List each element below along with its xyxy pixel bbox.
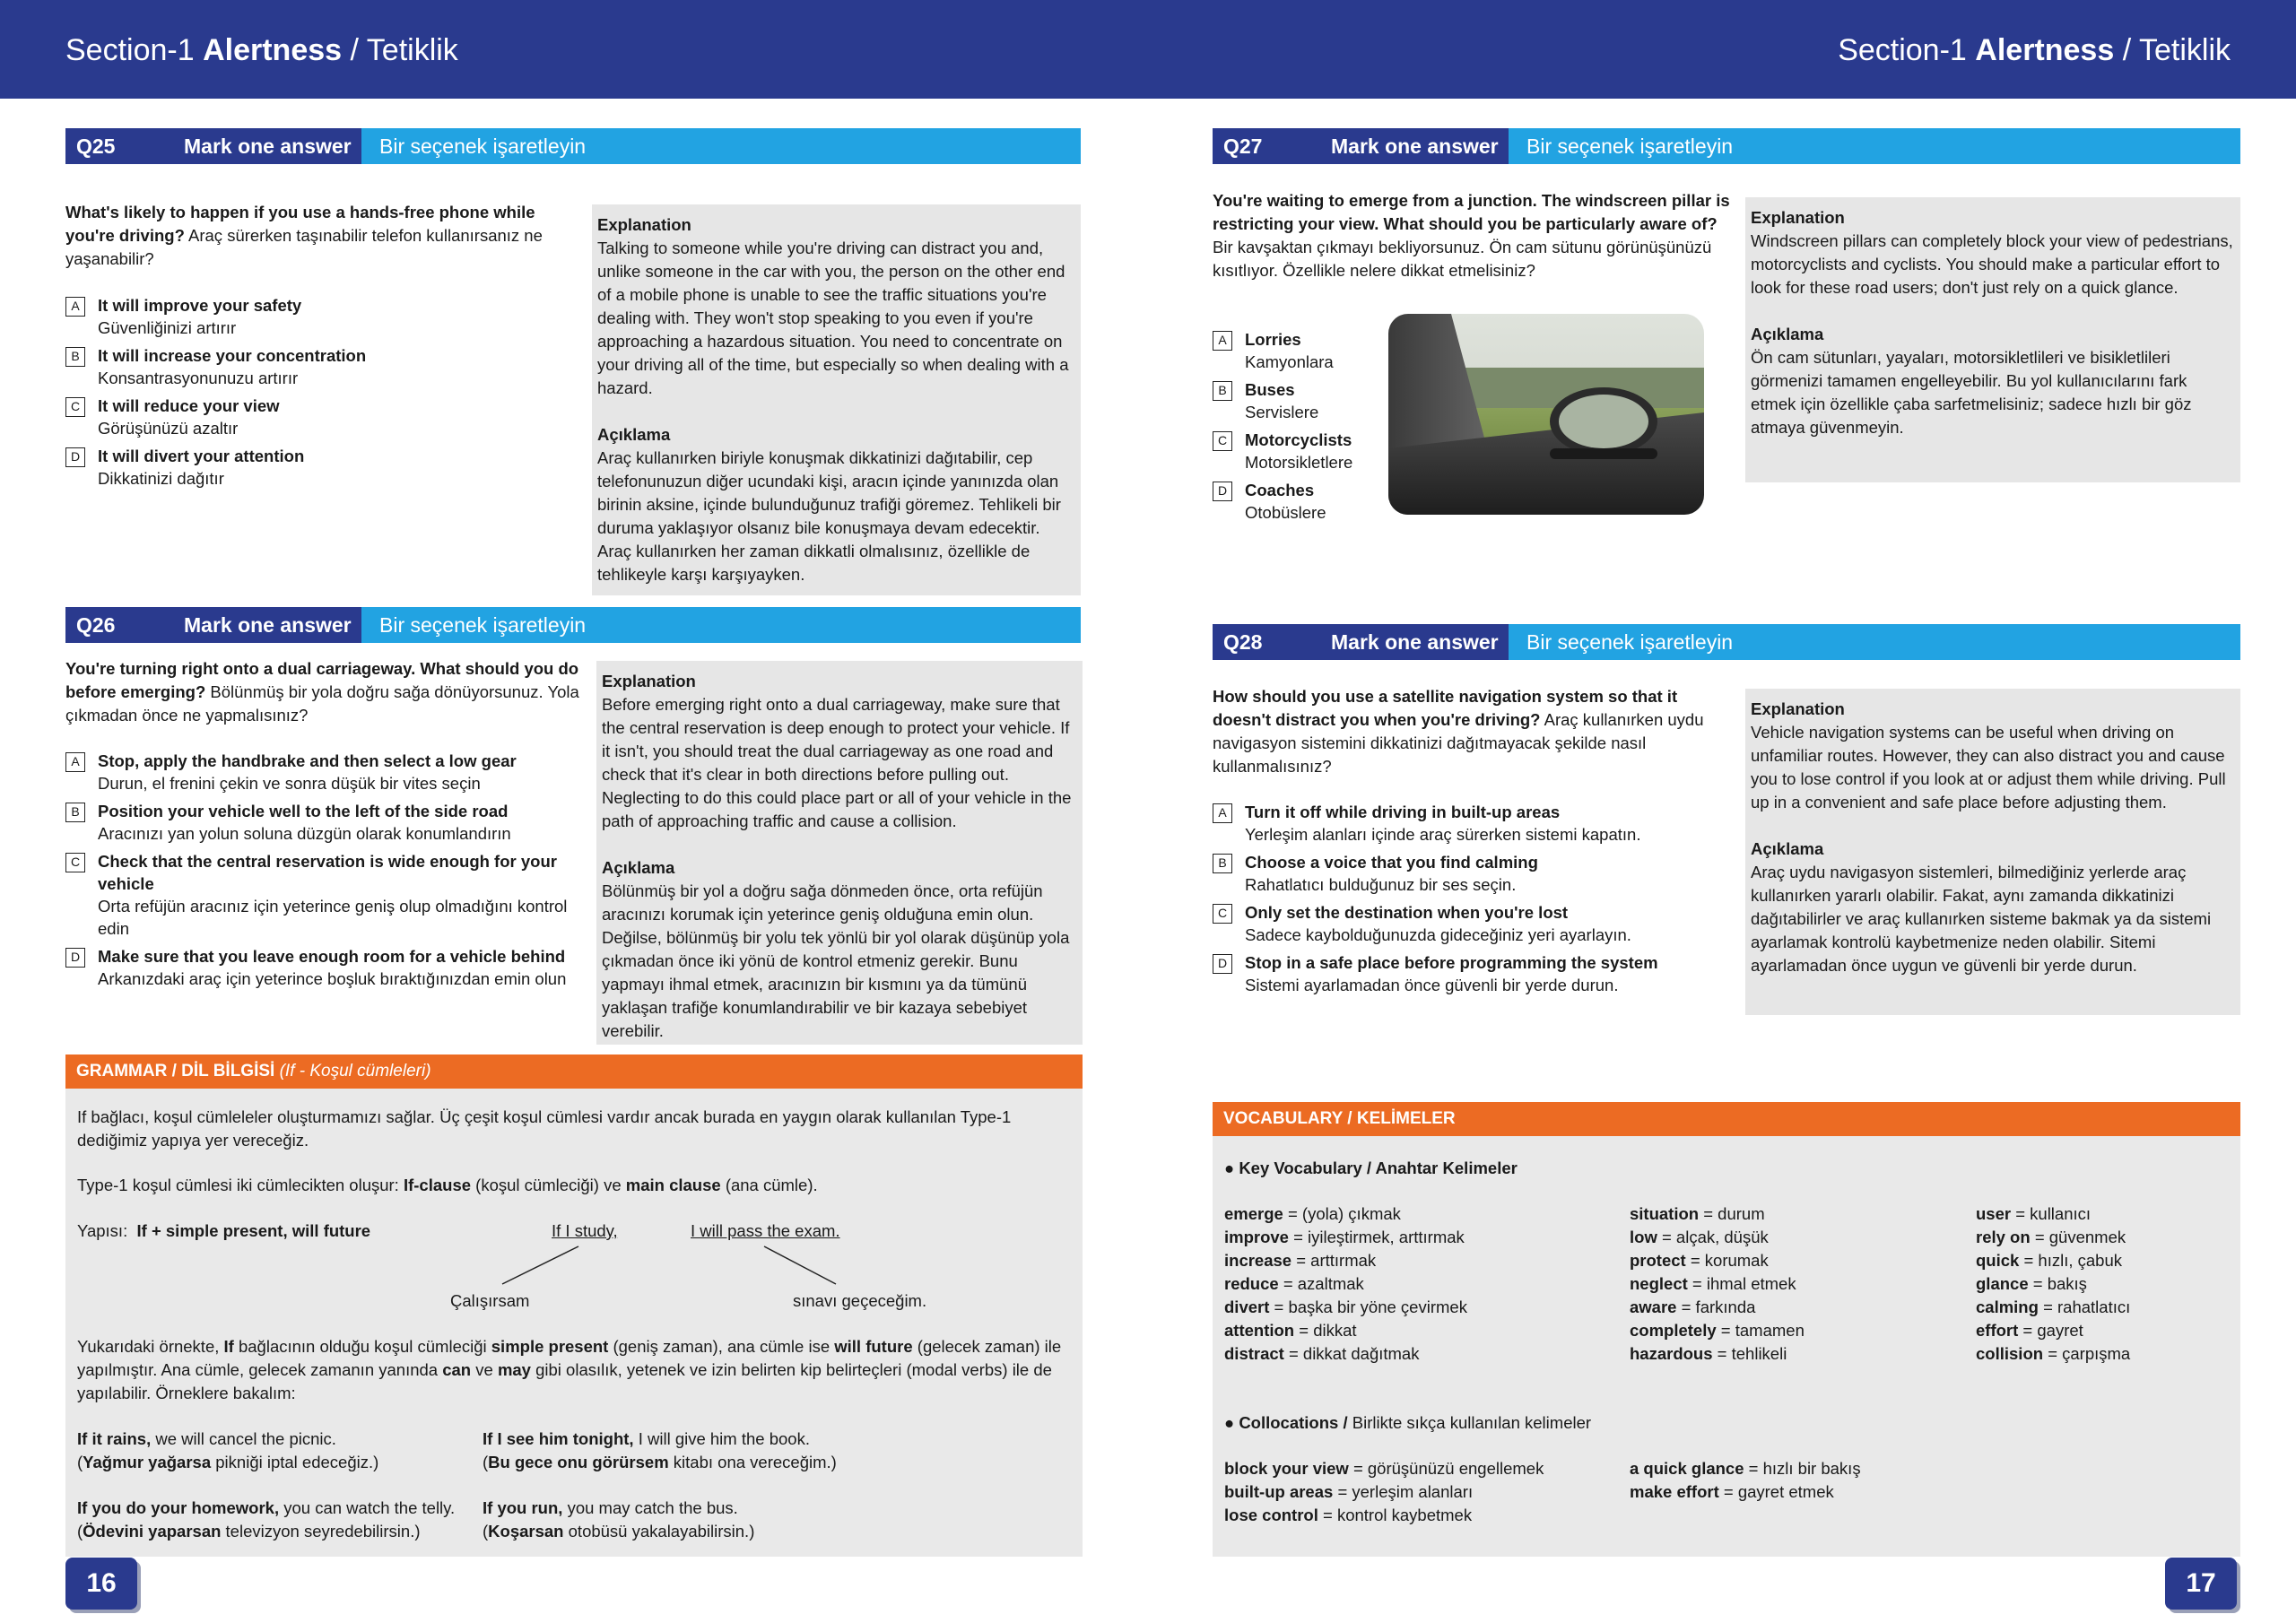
vocab-item: improve = iyileştirmek, arttırmak bbox=[1224, 1228, 1465, 1246]
grammar-example-2: If I see him tonight, I will give him the book. (Bu gece onu görürsem kitabı ona vereceğim.) bbox=[483, 1429, 837, 1471]
q26-explanation: Explanation Before emerging right onto a dual carriageway, make sure that the central reservation is deep enough to protect your vehicle. If it isn't, you should treat the dual carriageway as one road and check that it's clear in both directions before pulling out. Neglecting to do this could place part or all of your vehicle in the path of approaching traffic and cause a collision. Açıklama Bölünmüş bir yol a doğru sağa dönmeden önce, orta refüjün aracınızı korumak için yeterince geniş olduğuna emin olun. Değilse, bölünmüş bir yolu tek yönlü bir yol olarak düşünüp yola çıkmadan önce iki yönü de kontrol etmeniz gerekir. Bunu yapmayı ihmal etmek, aracınızın bir kısmını ya da tümünü yaklaşan trafiğe konumlandırabilir ve bir kazaya sebebiyet verebilir. bbox=[596, 661, 1083, 1045]
q25-option-d[interactable]: D It will divert your attention Dikkatinizi dağıtır bbox=[65, 445, 568, 490]
windscreen-pillar-photo bbox=[1388, 314, 1704, 515]
checkbox-d[interactable]: D bbox=[65, 948, 85, 968]
q26-options bbox=[65, 750, 586, 995]
vocabulary-header: VOCABULARY / KELİMELER bbox=[1213, 1102, 2240, 1136]
vocab-item: situation = durum bbox=[1630, 1204, 1765, 1223]
collocation-item: built-up areas = yerleşim alanları bbox=[1224, 1482, 1474, 1501]
checkbox-a[interactable]: A bbox=[65, 752, 85, 772]
vocab-item: completely = tamamen bbox=[1630, 1321, 1805, 1340]
collocations-column-1 bbox=[1224, 1457, 1544, 1527]
collocation-item: block your view = görüşünüzü engellemek bbox=[1224, 1459, 1544, 1478]
vocab-item: divert = başka bir yöne çevirmek bbox=[1224, 1298, 1467, 1316]
page-number-left: 16 bbox=[65, 1558, 137, 1610]
checkbox-c[interactable]: C bbox=[65, 397, 85, 417]
q25-question: What's likely to happen if you use a hands-free phone while you're driving? Araç sürerken taşınabilir telefon kullanırsanız ne yaşanabilir? bbox=[65, 203, 543, 268]
grammar-paragraph-3-line-3: yapılabilir. Örneklere bakalım: bbox=[77, 1384, 296, 1402]
q27-mark-label: Mark one answer bbox=[1331, 135, 1499, 158]
q28-mark-label: Mark one answer bbox=[1331, 630, 1499, 654]
q25-option-a[interactable]: A It will improve your safety Güvenliğinizi artırır bbox=[65, 294, 568, 339]
q27-option-c[interactable]: C Motorcyclists Motorsikletlere bbox=[1213, 429, 1383, 473]
vocab-item: rely on = güvenmek bbox=[1976, 1228, 2126, 1246]
collocation-item: lose control = kontrol kaybetmek bbox=[1224, 1506, 1473, 1524]
grammar-structure: Yapısı: If + simple present, will future bbox=[77, 1221, 371, 1240]
q28-options bbox=[1213, 801, 1742, 1002]
vocab-item: distract = dikkat dağıtmak bbox=[1224, 1344, 1420, 1363]
vocab-item: neglect = ihmal etmek bbox=[1630, 1274, 1796, 1293]
checkbox-b[interactable]: B bbox=[65, 347, 85, 367]
grammar-example-1: If it rains, we will cancel the picnic. (Yağmur yağarsa pikniği iptal edeceğiz.) bbox=[77, 1429, 379, 1471]
q25-option-c[interactable]: C It will reduce your view Görüşünüzü azaltır bbox=[65, 395, 568, 439]
key-vocabulary-heading: ● Key Vocabulary / Anahtar Kelimeler bbox=[1224, 1159, 1518, 1177]
section-title-left: Section-1 Alertness / Tetiklik bbox=[65, 33, 458, 67]
vocabulary-column-1 bbox=[1224, 1202, 1467, 1366]
vocab-item: effort = gayret bbox=[1976, 1321, 2083, 1340]
vocab-item: hazardous = tehlikeli bbox=[1630, 1344, 1787, 1363]
grammar-example-3: If you do your homework, you can watch the telly. (Ödevini yaparsan televizyon seyredebilirsin.) bbox=[77, 1498, 456, 1541]
q26-option-d[interactable]: D Make sure that you leave enough room for a vehicle behind Arkanızdaki araç için yeterince boşluk bıraktığınızdan emin olun bbox=[65, 945, 586, 990]
q25-header bbox=[65, 128, 1081, 164]
vocab-item: glance = bakış bbox=[1976, 1274, 2087, 1293]
vocab-item: collision = çarpışma bbox=[1976, 1344, 2131, 1363]
vocabulary-column-2 bbox=[1630, 1202, 1805, 1366]
vocab-item: aware = farkında bbox=[1630, 1298, 1756, 1316]
grammar-example-if-clause: If I study, bbox=[552, 1221, 618, 1240]
vocab-item: attention = dikkat bbox=[1224, 1321, 1357, 1340]
grammar-example-4: If you run, you may catch the bus. (Koşarsan otobüsü yakalayabilirsin.) bbox=[483, 1498, 755, 1541]
q25-number: Q25 bbox=[65, 128, 361, 164]
q28-question: How should you use a satellite navigation system so that it doesn't distract you when you're driving? Araç kullanırken uydu navigasyon sistemini dikkatinizi dağıtmayacak şekilde nasıl kullanmalısınız? bbox=[1213, 687, 1704, 776]
vocab-item: quick = hızlı, çabuk bbox=[1976, 1251, 2122, 1270]
q27-option-a[interactable]: A Lorries Kamyonlara bbox=[1213, 328, 1383, 373]
q27-header bbox=[1213, 128, 2240, 164]
checkbox-d[interactable]: D bbox=[65, 447, 85, 467]
q27-options bbox=[1213, 328, 1383, 529]
q25-mark-label: Mark one answer bbox=[184, 135, 352, 158]
checkbox-a[interactable]: A bbox=[1213, 331, 1232, 351]
q26-number: Q26 bbox=[65, 607, 361, 643]
q28-option-c[interactable]: C Only set the destination when you're lost Sadece kaybolduğunuzda gideceğiniz yeri ayarlayın. bbox=[1213, 901, 1742, 946]
grammar-paragraph-1: If bağlacı, koşul cümleleler oluşturmamızı sağlar. Üç çeşit koşul cümlesi vardır ancak burada en yaygın olarak kullanılan Type-1 dediğimiz yapıya yer vereceğiz. bbox=[77, 1107, 1012, 1150]
q27-option-b[interactable]: B Buses Servislere bbox=[1213, 378, 1383, 423]
q26-question: You're turning right onto a dual carriageway. What should you do before emerging? Bölünmüş bir yola doğru sağa dönüyorsunuz. Yola çıkmadan önce ne yapmalısınız? bbox=[65, 659, 579, 725]
vocab-item: low = alçak, düşük bbox=[1630, 1228, 1769, 1246]
q28-option-d[interactable]: D Stop in a safe place before programming the system Sistemi ayarlamadan önce güvenli bir yerde durun. bbox=[1213, 951, 1742, 996]
q27-mark-label-tr: Bir seçenek işaretleyin bbox=[1526, 135, 1734, 158]
checkbox-d[interactable]: D bbox=[1213, 954, 1232, 974]
q28-explanation: Explanation Vehicle navigation systems can be useful when driving on unfamiliar routes. However, they can also distract you and cause you to lose control if you look at or adjust them while driving. Pull up in a convenient and safe place before adjusting them. Açıklama Araç uydu navigasyon sistemleri, bilmediğiniz yerlerde araç kullanırken yararlı olabilir. Fakat, aynı zamanda dikkatinizi dağıtabilirler ve araç kullanırken sisteme bakmak ya da sistemi ayarlamak kontrolü kaybetmenize neden olabilir. Sitemi ayarlamadan önce uygun ve güvenli bir yerde durun. bbox=[1745, 689, 2240, 1015]
grammar-paragraph-2: Type-1 koşul cümlesi iki cümlecikten oluşur: If-clause (koşul cümleciği) ve main clause (ana cümle). bbox=[77, 1176, 818, 1194]
q26-option-c[interactable]: C Check that the central reservation is wide enough for your vehicle Orta refüjün aracınız için yeterince geniş olup olmadığını kontrol edin bbox=[65, 850, 586, 940]
checkbox-d[interactable]: D bbox=[1213, 482, 1232, 501]
collocation-item: a quick glance = hızlı bir bakış bbox=[1630, 1459, 1861, 1478]
collocations-column-2 bbox=[1630, 1457, 1861, 1504]
page-number-right: 17 bbox=[2165, 1558, 2237, 1610]
checkbox-c[interactable]: C bbox=[1213, 431, 1232, 451]
grammar-example-main-tr: sınavı geçeceğim. bbox=[793, 1291, 927, 1310]
collocation-item: make effort = gayret etmek bbox=[1630, 1482, 1834, 1501]
q28-number: Q28 bbox=[1213, 624, 1509, 660]
section-title-right: Section-1 Alertness / Tetiklik bbox=[1838, 33, 2231, 67]
checkbox-b[interactable]: B bbox=[1213, 381, 1232, 401]
vocab-item: increase = arttırmak bbox=[1224, 1251, 1377, 1270]
vocab-item: calming = rahatlatıcı bbox=[1976, 1298, 2131, 1316]
q25-explanation: Explanation Talking to someone while you're driving can distract you and, unlike someone in the car with you, the person on the other end of a mobile phone is unable to see the traffic situations you're dealing with. They won't stop speaking to you even if you're approaching a hazardous situation. You need to concentrate on your driving all of the time, but especially so when dealing with a hazard. Açıklama Araç kullanırken biriyle konuşmak dikkatinizi dağıtabilir, cep telefonunuzun diğer ucundaki kişi, aracın içinde yanınızda olan birinin aksine, içinde bulunduğunuz trafiği göremez. Tehlikeli bir duruma yaklaşıyor olsanız bile konuşmaya devam edecektir. Araç kullanırken her zaman dikkatli olmalısınız, özellikle de tehlikeyle karşı karşıyayken. bbox=[592, 204, 1081, 595]
q25-option-b[interactable]: B It will increase your concentration Konsantrasyonunuzu artırır bbox=[65, 344, 568, 389]
vocab-item: reduce = azaltmak bbox=[1224, 1274, 1364, 1293]
grammar-header: GRAMMAR / DİL BİLGİSİ (If - Koşul cümleleri) bbox=[65, 1055, 1083, 1089]
q26-option-b[interactable]: B Position your vehicle well to the left of the side road Aracınızı yan yolun soluna düzgün olarak konumlandırın bbox=[65, 800, 586, 845]
q27-explanation: Explanation Windscreen pillars can completely block your view of pedestrians, motorcyclists and cyclists. You should make a particular effort to look for these road users; don't just rely on a quick glance. Açıklama Ön cam sütunları, yayaları, motorsikletlileri ve bisikletlileri görmenizi tamamen engelleyebilir. Bu yol kullanıcılarını fark etmek için özellikle çaba sarfetmelisiniz; sadece hızlı bir göz atmaya güvenmeyin. bbox=[1745, 197, 2240, 482]
grammar-example-if-tr: Çalışırsam bbox=[450, 1291, 530, 1310]
q25-mark-label-tr: Bir seçenek işaretleyin bbox=[379, 135, 587, 158]
vocab-item: protect = korumak bbox=[1630, 1251, 1769, 1270]
grammar-box bbox=[65, 1089, 1083, 1557]
q28-option-a[interactable]: A Turn it off while driving in built-up areas Yerleşim alanları içinde araç sürerken sistemi kapatın. bbox=[1213, 801, 1742, 846]
grammar-diagram-lines bbox=[484, 1242, 861, 1287]
q25-options bbox=[65, 294, 568, 495]
q28-header bbox=[1213, 624, 2240, 660]
checkbox-b[interactable]: B bbox=[65, 803, 85, 822]
checkbox-b[interactable]: B bbox=[1213, 854, 1232, 873]
q28-mark-label-tr: Bir seçenek işaretleyin bbox=[1526, 630, 1734, 654]
q26-header bbox=[65, 607, 1081, 643]
vocabulary-column-3 bbox=[1976, 1202, 2130, 1366]
checkbox-c[interactable]: C bbox=[1213, 904, 1232, 924]
vocab-item: user = kullanıcı bbox=[1976, 1204, 2092, 1223]
q28-option-b[interactable]: B Choose a voice that you find calming Rahatlatıcı bulduğunuz bir ses seçin. bbox=[1213, 851, 1742, 896]
q27-option-d[interactable]: D Coaches Otobüslere bbox=[1213, 479, 1383, 524]
q27-question: You're waiting to emerge from a junction. The windscreen pillar is restricting your view. What should you be particularly aware of? Bir kavşaktan çıkmayı bekliyorsunuz. Ön cam sütunu görünüşünüzü kısıtlıyor. Özellikle nelere dikkat etmelisiniz? bbox=[1213, 191, 1730, 280]
q26-mark-label-tr: Bir seçenek işaretleyin bbox=[379, 613, 587, 637]
q26-option-a[interactable]: A Stop, apply the handbrake and then select a low gear Durun, el frenini çekin ve sonra düşük bir vites seçin bbox=[65, 750, 586, 794]
checkbox-c[interactable]: C bbox=[65, 853, 85, 872]
checkbox-a[interactable]: A bbox=[1213, 803, 1232, 823]
checkbox-a[interactable]: A bbox=[65, 297, 85, 317]
q26-mark-label: Mark one answer bbox=[184, 613, 352, 637]
grammar-example-main-clause: I will pass the exam. bbox=[691, 1221, 840, 1240]
grammar-paragraph-3-line-2: yapılmıştır. Ana cümle, gelecek zamanın yanında can ve may gibi olasılık, yetenek ve izin belirten kip belirteçleri (modal verbs) ile de bbox=[77, 1360, 1052, 1379]
grammar-paragraph-3-line-1: Yukarıdaki örnekte, If bağlacının olduğu koşul cümleciği simple present (geniş zaman), ana cümle ise will future (gelecek zaman) ile bbox=[77, 1337, 1062, 1356]
vocab-item: emerge = (yola) çıkmak bbox=[1224, 1204, 1401, 1223]
q27-number: Q27 bbox=[1213, 128, 1509, 164]
collocations-heading: ● Collocations / Birlikte sıkça kullanılan kelimeler bbox=[1224, 1413, 1592, 1432]
